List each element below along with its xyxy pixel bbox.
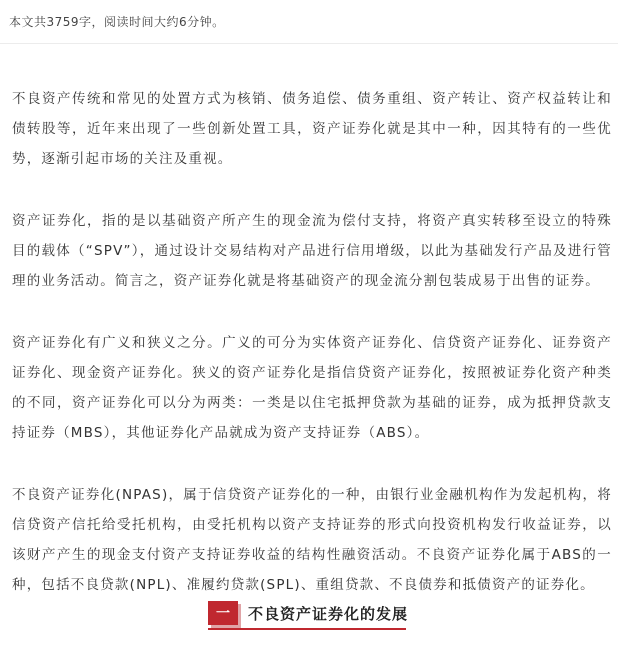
paragraph-definition: 资产证券化，指的是以基础资产所产生的现金流为偿付支持，将资产真实转移至设立的特殊目的载体（“SPV”），通过设计交易结构对产品进行信用增级，以此为基础发行产品及进行管理的业务活动。简言之，资产证券化就是将基础资产的现金流分割包装成易于出售的证券。 [12, 213, 612, 289]
paragraph-intro: 不良资产传统和常见的处置方式为核销、债务追偿、债务重组、资产转让、资产权益转让和债转股等，近年来出现了一些创新处置工具，资产证券化就是其中一种，因其特有的一些优势，逐渐引起市场的关注及重视。 [12, 91, 612, 167]
reading-time-info: 本文共3759字，阅读时间大约6分钟。 [9, 15, 225, 29]
section-heading [208, 598, 408, 628]
article-body [12, 84, 612, 632]
reading-info-bar [0, 0, 618, 44]
section-underline [208, 628, 406, 630]
paragraph-npas: 不良资产证券化(NPAS)，属于信贷资产证券化的一种，由银行业金融机构作为发起机构，将信贷资产信托给受托机构，由受托机构以资产支持证券的形式向投资机构发行收益证券，以该财产产生的现金支付资产支持证券收益的结构性融资活动。不良资产证券化属于ABS的一种，包括不良贷款(NPL)、准履约贷款(SPL)、重组贷款、不良债券和抵债资产的证券化。 [12, 487, 612, 593]
section-title: 不良资产证券化的发展 [248, 604, 409, 623]
paragraph-classification: 资产证券化有广义和狭义之分。广义的可分为实体资产证券化、信贷资产证券化、证券资产证券化、现金资产证券化。狭义的资产证券化是指信贷资产证券化，按照被证券化资产种类的不同，资产证券化可以分为两类：一类是以住宅抵押贷款为基础的证券，成为抵押贷款支持证券（MBS），其他证券化产品就成为资产支持证券（ABS）。 [12, 335, 612, 441]
section-number-badge: 一 [208, 601, 238, 625]
